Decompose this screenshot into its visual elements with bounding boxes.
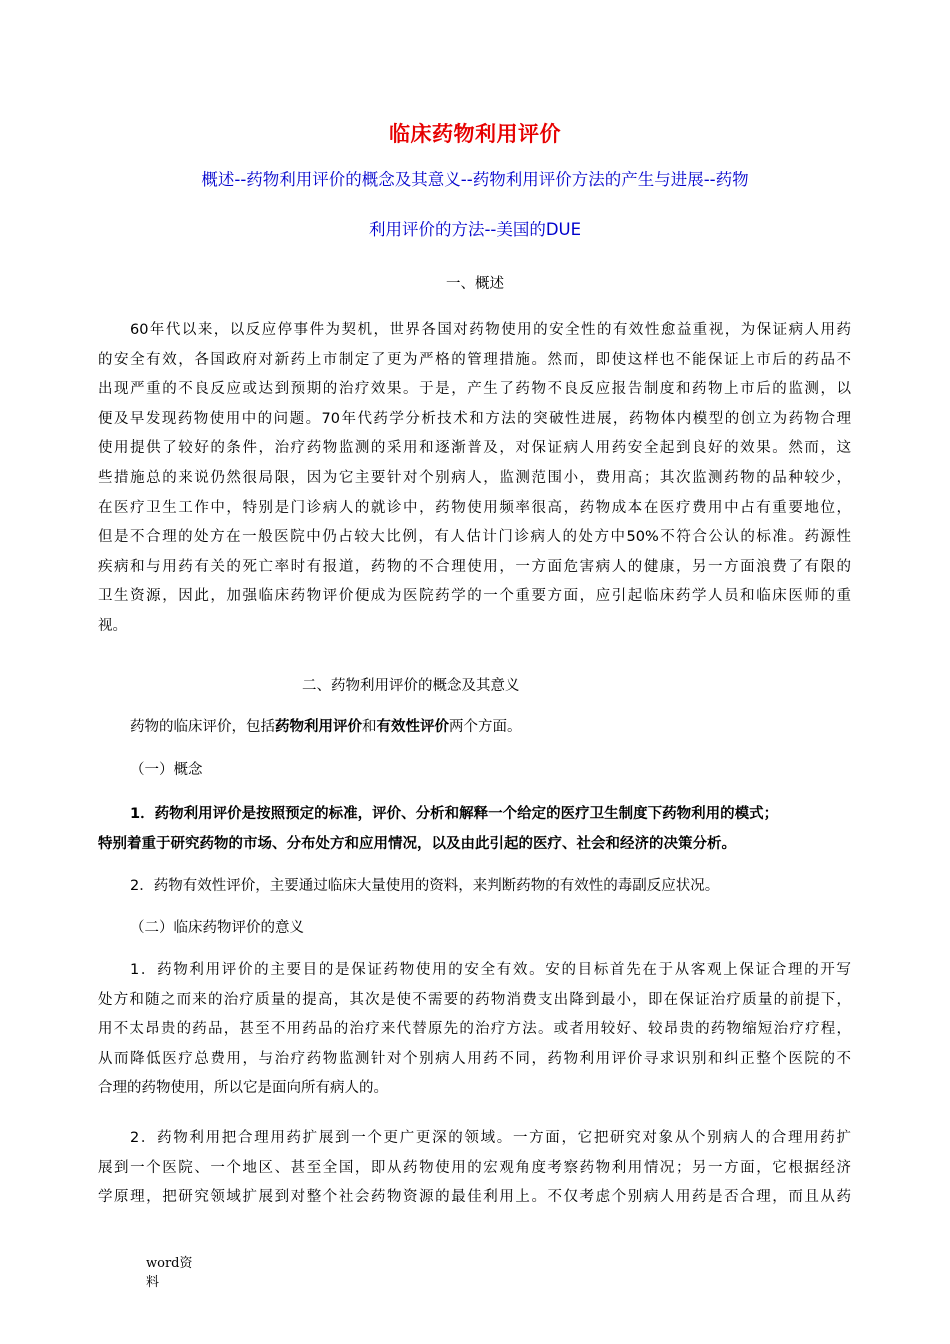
paragraph-line: 但是不合理的处方在一般医院中仍占较大比例，有人估计门诊病人的处方中50%不符合公认的标准。药源性 bbox=[98, 529, 851, 546]
meaning1-paragraph bbox=[98, 956, 851, 1104]
concept2-text: 2．药物有效性评价，主要通过临床大量使用的资料，来判断药物的有效性的毒副反应状况。 bbox=[130, 878, 720, 894]
paragraph-line: 的安全有效，各国政府对新药上市制定了更为严格的管理措施。然而，即使这样也不能保证上市后的药品不 bbox=[98, 351, 851, 368]
paragraph-line: 60年代以来，以反应停事件为契机，世界各国对药物使用的安全性的有效性愈益重视，为保证病人用药 bbox=[130, 322, 851, 338]
concept-subheading: （一）概念 bbox=[130, 762, 203, 778]
intro-bold-term: 药物利用评价 bbox=[275, 719, 362, 735]
meaning-subheading: （二）临床药物评价的意义 bbox=[130, 920, 304, 936]
footer-line2: 料 bbox=[146, 1275, 160, 1290]
intro-text: 和 bbox=[362, 719, 377, 735]
paragraph-line: 疾病和与用药有关的死亡率时有报道，药物的不合理使用，一方面危害病人的健康，另一方面浪费了有限的 bbox=[98, 558, 851, 575]
paragraph-line: 学原理，把研究领域扩展到对整个社会药物资源的最佳利用上。不仅考虑个别病人用药是否合理，而且从药 bbox=[98, 1189, 851, 1206]
document-subtitle-line2: 利用评价的方法--美国的DUE bbox=[368, 220, 582, 239]
paragraph-line: 出现严重的不良反应或达到预期的治疗效果。于是，产生了药物不良反应报告制度和药物上市后的监测，以 bbox=[98, 381, 851, 398]
paragraph-line: 视。 bbox=[98, 617, 127, 634]
section2-heading: 二、药物利用评价的概念及其意义 bbox=[302, 678, 520, 694]
document-subtitle-line1: 概述--药物利用评价的概念及其意义--药物利用评价方法的产生与进展--药物 bbox=[201, 170, 749, 189]
document-title: 临床药物利用评价 bbox=[389, 122, 561, 146]
paragraph-line: 2．药物利用把合理用药扩展到一个更广更深的领域。一方面，它把研究对象从个别病人的合理用药扩 bbox=[130, 1130, 851, 1146]
section1-heading: 一、概述 bbox=[446, 276, 504, 292]
section1-paragraph bbox=[98, 316, 851, 642]
paragraph-line: 在医疗卫生工作中，特别是门诊病人的就诊中，药物使用频率很高，药物成本在医疗费用中占有重要地位， bbox=[98, 499, 851, 516]
paragraph-line: 合理的药物使用，所以它是面向所有病人的。 bbox=[98, 1080, 388, 1097]
paragraph-line: 些措施总的来说仍然很局限，因为它主要针对个别病人，监测范围小，费用高；其次监测药物的品种较少， bbox=[98, 469, 851, 486]
concept1-line2: 特别着重于研究药物的市场、分布处方和应用情况，以及由此引起的医疗、社会和经济的决策分析。 bbox=[98, 836, 736, 852]
paragraph-line: 展到一个医院、一个地区、甚至全国，即从药物使用的宏观角度考察药物利用情况；另一方面，它根据经济 bbox=[98, 1159, 851, 1176]
section2-intro bbox=[130, 717, 890, 737]
paragraph-line: 使用提供了较好的条件，治疗药物监测的采用和逐渐普及，对保证病人用药安全起到良好的效果。然而，这 bbox=[98, 440, 851, 457]
intro-text: 两个方面。 bbox=[449, 719, 522, 735]
paragraph-line: 用不太昂贵的药品，甚至不用药品的治疗来代替原先的治疗方法。或者用较好、较昂贵的药物缩短治疗疗程， bbox=[98, 1021, 851, 1038]
page-footer bbox=[146, 1254, 193, 1292]
intro-bold-term: 有效性评价 bbox=[376, 719, 449, 735]
meaning2-paragraph bbox=[98, 1124, 851, 1213]
concept1-line1: 1．药物利用评价是按照预定的标准，评价、分析和解释一个给定的医疗卫生制度下药物利用的模式； bbox=[130, 806, 779, 822]
footer-line1: word资 bbox=[146, 1256, 193, 1271]
intro-text: 药物的临床评价，包括 bbox=[130, 719, 275, 735]
paragraph-line: 便及早发现药物使用中的问题。70年代药学分析技术和方法的突破性进展，药物体内模型的创立为药物合理 bbox=[98, 410, 851, 427]
paragraph-line: 处方和随之而来的治疗质量的提高，其次是使不需要的药物消费支出降到最小，即在保证治疗质量的前提下， bbox=[98, 991, 851, 1008]
paragraph-line: 从而降低医疗总费用，与治疗药物监测针对个别病人用药不同，药物利用评价寻求识别和纠正整个医院的不 bbox=[98, 1050, 851, 1067]
paragraph-line: 1．药物利用评价的主要目的是保证药物使用的安全有效。安的目标首先在于从客观上保证合理的开写 bbox=[130, 962, 851, 978]
paragraph-line: 卫生资源，因此，加强临床药物评价便成为医院药学的一个重要方面，应引起临床药学人员和临床医师的重 bbox=[98, 588, 851, 605]
